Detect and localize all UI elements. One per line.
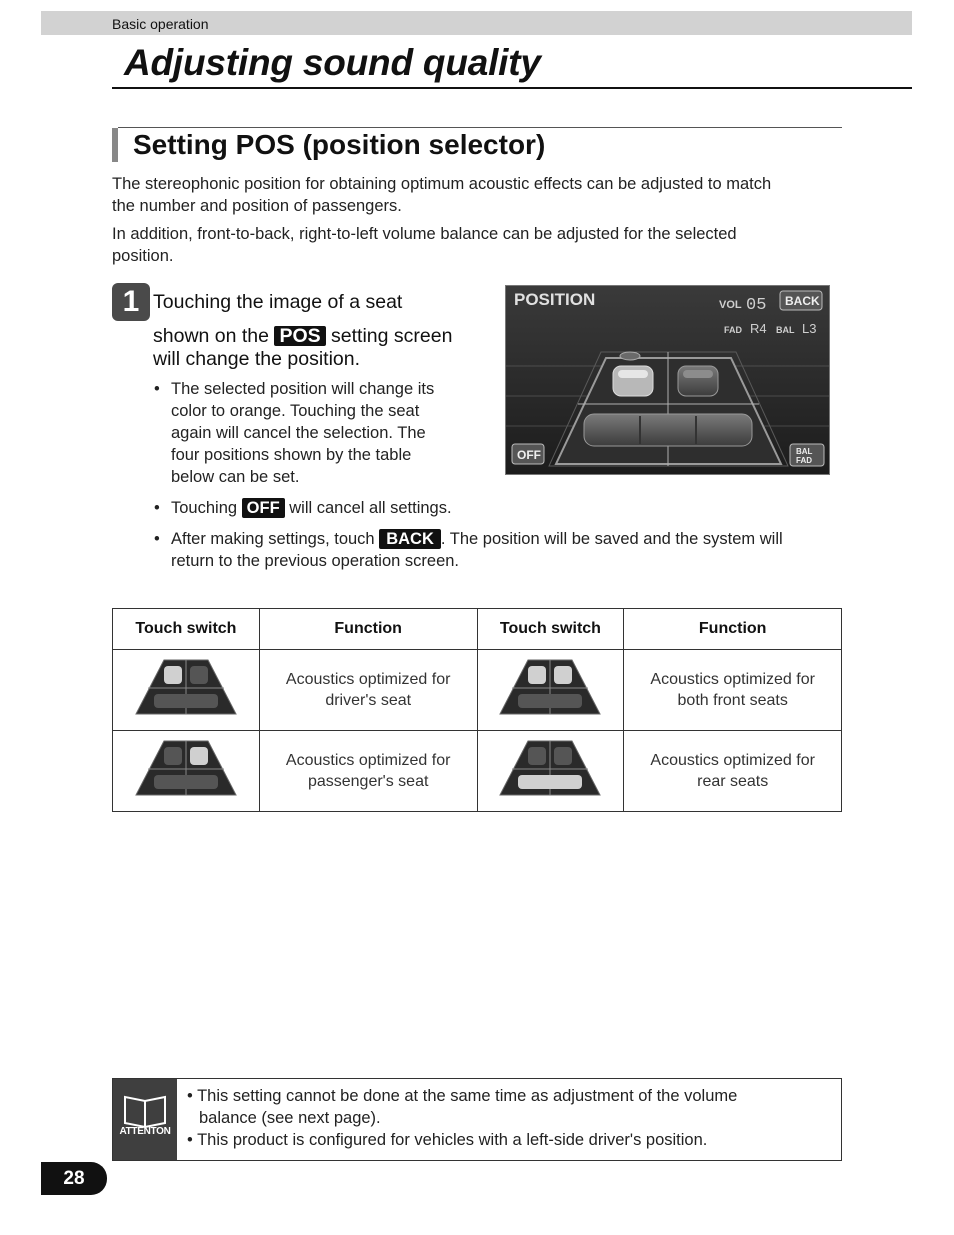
bullet-line: again will cancel the selection. The <box>171 424 426 442</box>
bullet-text-fragment: will cancel all settings. <box>289 499 452 517</box>
table-cell-function <box>624 650 842 731</box>
screen-fad-label: FAD <box>724 325 742 335</box>
intro-line: position. <box>112 247 174 265</box>
table-header: Touch switch <box>477 609 624 650</box>
page-title: Adjusting sound quality <box>124 42 541 83</box>
page-number: 28 <box>41 1162 107 1195</box>
screen-vol-label: VOL <box>719 299 742 311</box>
bullet-line: four positions shown by the table <box>171 446 412 464</box>
table-header-row <box>113 609 842 650</box>
bullet-dot: • <box>187 1131 193 1149</box>
table-header: Function <box>624 609 842 650</box>
attention-item-1 <box>187 1085 827 1107</box>
bullet-line: return to the previous operation screen. <box>171 552 460 570</box>
attention-item-2 <box>187 1129 827 1151</box>
function-text: both front seats <box>677 692 788 709</box>
step-line-3: will change the position. <box>153 348 361 370</box>
table-cell-switch <box>477 731 624 812</box>
bullet-off <box>154 497 494 521</box>
table-row <box>113 731 842 812</box>
bullet-selected-position <box>154 378 474 488</box>
back-key: BACK <box>379 529 441 549</box>
step-line-2 <box>153 324 452 348</box>
function-text: rear seats <box>697 773 769 790</box>
attention-text: This product is configured for vehicles with a left-side driver's position. <box>197 1131 708 1149</box>
table-cell-function <box>259 650 477 731</box>
section-divider <box>118 127 842 128</box>
screen-vol-value: 05 <box>746 296 767 315</box>
table-cell-switch <box>113 650 260 731</box>
attention-icon-panel <box>113 1079 177 1160</box>
screen-balfad-label-2: FAD <box>796 456 812 465</box>
bullet-back <box>154 528 842 574</box>
intro-paragraph-1 <box>112 173 842 217</box>
title-divider <box>112 87 912 89</box>
front-seats-icon <box>498 658 602 716</box>
off-key: OFF <box>242 498 285 518</box>
book-icon <box>113 1091 177 1131</box>
bullet-dot: • <box>187 1087 193 1105</box>
screen-off-button: OFF <box>517 448 541 462</box>
bullet-line: The selected position will change its <box>171 380 435 398</box>
bullet-text-fragment: Touching <box>171 499 238 517</box>
intro-line: In addition, front-to-back, right-to-left volume balance can be adjusted for the selected <box>112 225 737 243</box>
position-table <box>112 608 842 812</box>
table-cell-switch <box>113 731 260 812</box>
attention-label: ATTENTON <box>119 1126 171 1137</box>
screen-back-button: BACK <box>785 294 820 308</box>
attention-text-continued: balance (see next page). <box>199 1109 381 1127</box>
attention-note <box>112 1078 842 1161</box>
step-text-fragment: shown on the <box>153 325 270 347</box>
bullet-text-fragment: After making settings, touch <box>171 530 375 548</box>
bullet-dot: • <box>154 530 160 548</box>
bullet-text-fragment: . The position will be saved and the system will <box>440 530 783 548</box>
table-cell-function <box>259 731 477 812</box>
bullet-line: below can be set. <box>171 468 300 486</box>
screen-balfad-label-1: BAL <box>796 447 813 456</box>
function-text: Acoustics optimized for <box>650 752 815 769</box>
intro-line: the number and position of passengers. <box>112 197 402 215</box>
intro-line: The stereophonic position for obtaining optimum acoustic effects can be adjusted to match <box>112 175 772 193</box>
driver-seat-icon <box>134 658 238 716</box>
position-screen-image <box>505 285 830 475</box>
pos-key: POS <box>274 326 325 346</box>
screen-title: POSITION <box>514 290 596 309</box>
table-row <box>113 650 842 731</box>
screen-bal-label: BAL <box>776 325 795 335</box>
intro-paragraph-2 <box>112 223 842 267</box>
function-text: passenger's seat <box>307 773 429 790</box>
table-header: Function <box>259 609 477 650</box>
section-marker <box>112 128 118 162</box>
bullet-dot: • <box>154 499 160 517</box>
bullet-line: color to orange. Touching the seat <box>171 402 420 420</box>
screen-bal-value: L3 <box>802 321 817 336</box>
step-text-fragment: setting screen <box>331 325 453 347</box>
step-number-badge: 1 <box>112 283 150 321</box>
passenger-seat-icon <box>134 739 238 797</box>
attention-text: This setting cannot be done at the same time as adjustment of the volume <box>197 1087 738 1105</box>
function-text: Acoustics optimized for <box>650 671 815 688</box>
section-label: Basic operation <box>112 16 209 32</box>
rear-seats-icon <box>498 739 602 797</box>
screen-fad-value: R4 <box>750 321 767 336</box>
table-cell-function <box>624 731 842 812</box>
section-title: Setting POS (position selector) <box>133 129 546 160</box>
function-text: Acoustics optimized for <box>285 752 451 769</box>
function-text: driver's seat <box>325 692 412 709</box>
table-header: Touch switch <box>113 609 260 650</box>
bullet-dot: • <box>154 380 160 398</box>
function-text: Acoustics optimized for <box>285 671 451 688</box>
table-cell-switch <box>477 650 624 731</box>
step-line-1: Touching the image of a seat <box>153 291 403 313</box>
header-band <box>41 11 912 35</box>
